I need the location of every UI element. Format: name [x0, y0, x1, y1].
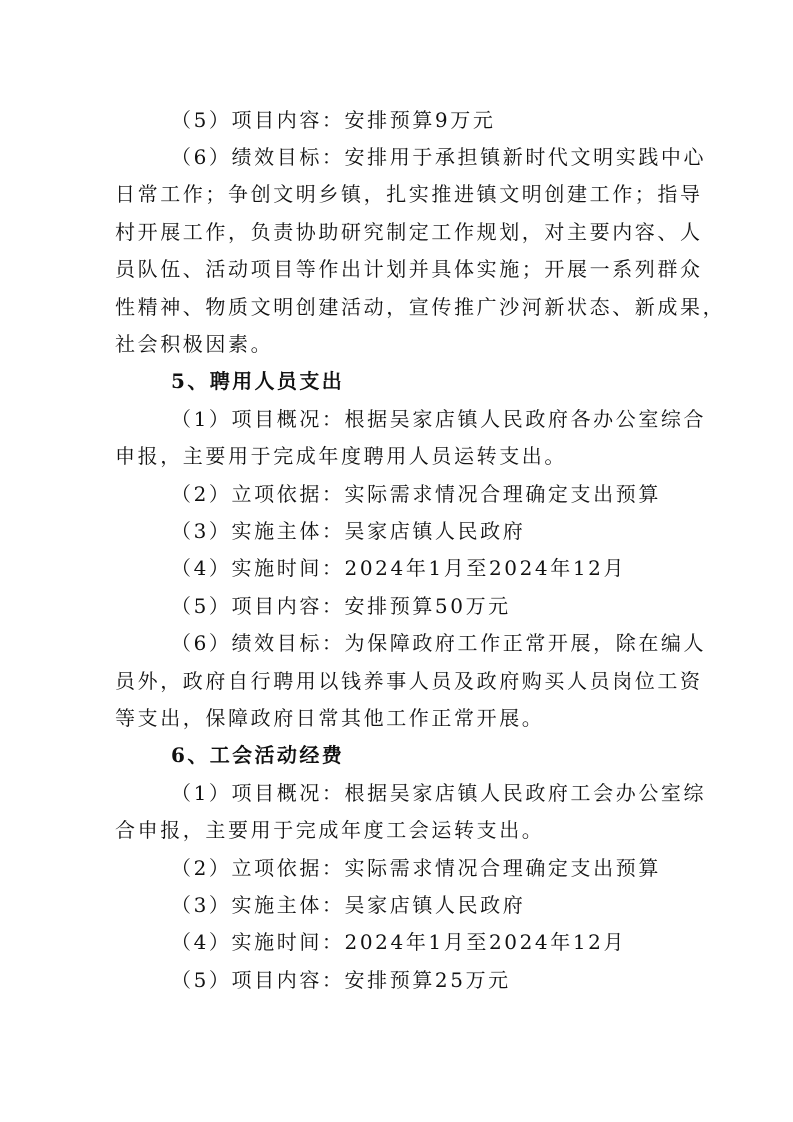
paragraph-line: 合申报，主要用于完成年度工会运转支出。	[115, 818, 545, 842]
paragraph-line: （5）项目内容：安排预算9万元	[171, 108, 496, 132]
paragraph-line: 员队伍、活动项目等作出计划并具体实施；开展一系列群众	[115, 257, 703, 281]
paragraph-line: （3）实施主体：吴家店镇人民政府	[171, 893, 526, 917]
paragraph-line: 村开展工作，负责协助研究制定工作规划，对主要内容、人	[115, 220, 703, 244]
paragraph-line: （6）绩效目标：为保障政府工作正常开展，除在编人	[171, 631, 707, 655]
paragraph-line: （4）实施时间：2024年1月至2024年12月	[171, 556, 627, 580]
section-heading: 5、聘用人员支出	[171, 369, 345, 393]
paragraph-line: （6）绩效目标：安排用于承担镇新时代文明实践中心	[171, 145, 707, 169]
paragraph-line: 社会积极因素。	[115, 332, 274, 356]
paragraph-line: （1）项目概况：根据吴家店镇人民政府工会办公室综	[171, 781, 707, 805]
paragraph-line: 员外，政府自行聘用以钱养事人员及政府购买人员岗位工资	[115, 669, 703, 693]
paragraph-line: （5）项目内容：安排预算50万元	[171, 594, 511, 618]
section-heading: 6、工会活动经费	[171, 743, 345, 767]
paragraph-line: （4）实施时间：2024年1月至2024年12月	[171, 930, 627, 954]
paragraph-line: （2）立项依据：实际需求情况合理确定支出预算	[171, 482, 661, 506]
paragraph-line: 性精神、物质文明创建活动，宣传推广沙河新状态、新成果，	[115, 295, 726, 319]
paragraph-line: （2）立项依据：实际需求情况合理确定支出预算	[171, 856, 661, 880]
paragraph-line: （3）实施主体：吴家店镇人民政府	[171, 519, 526, 543]
paragraph-line: （5）项目内容：安排预算25万元	[171, 968, 511, 992]
paragraph-line: 申报，主要用于完成年度聘用人员运转支出。	[115, 444, 567, 468]
paragraph-line: （1）项目概况：根据吴家店镇人民政府各办公室综合	[171, 407, 707, 431]
paragraph-line: 日常工作；争创文明乡镇，扎实推进镇文明创建工作；指导	[115, 182, 703, 206]
paragraph-line: 等支出，保障政府日常其他工作正常开展。	[115, 706, 545, 730]
